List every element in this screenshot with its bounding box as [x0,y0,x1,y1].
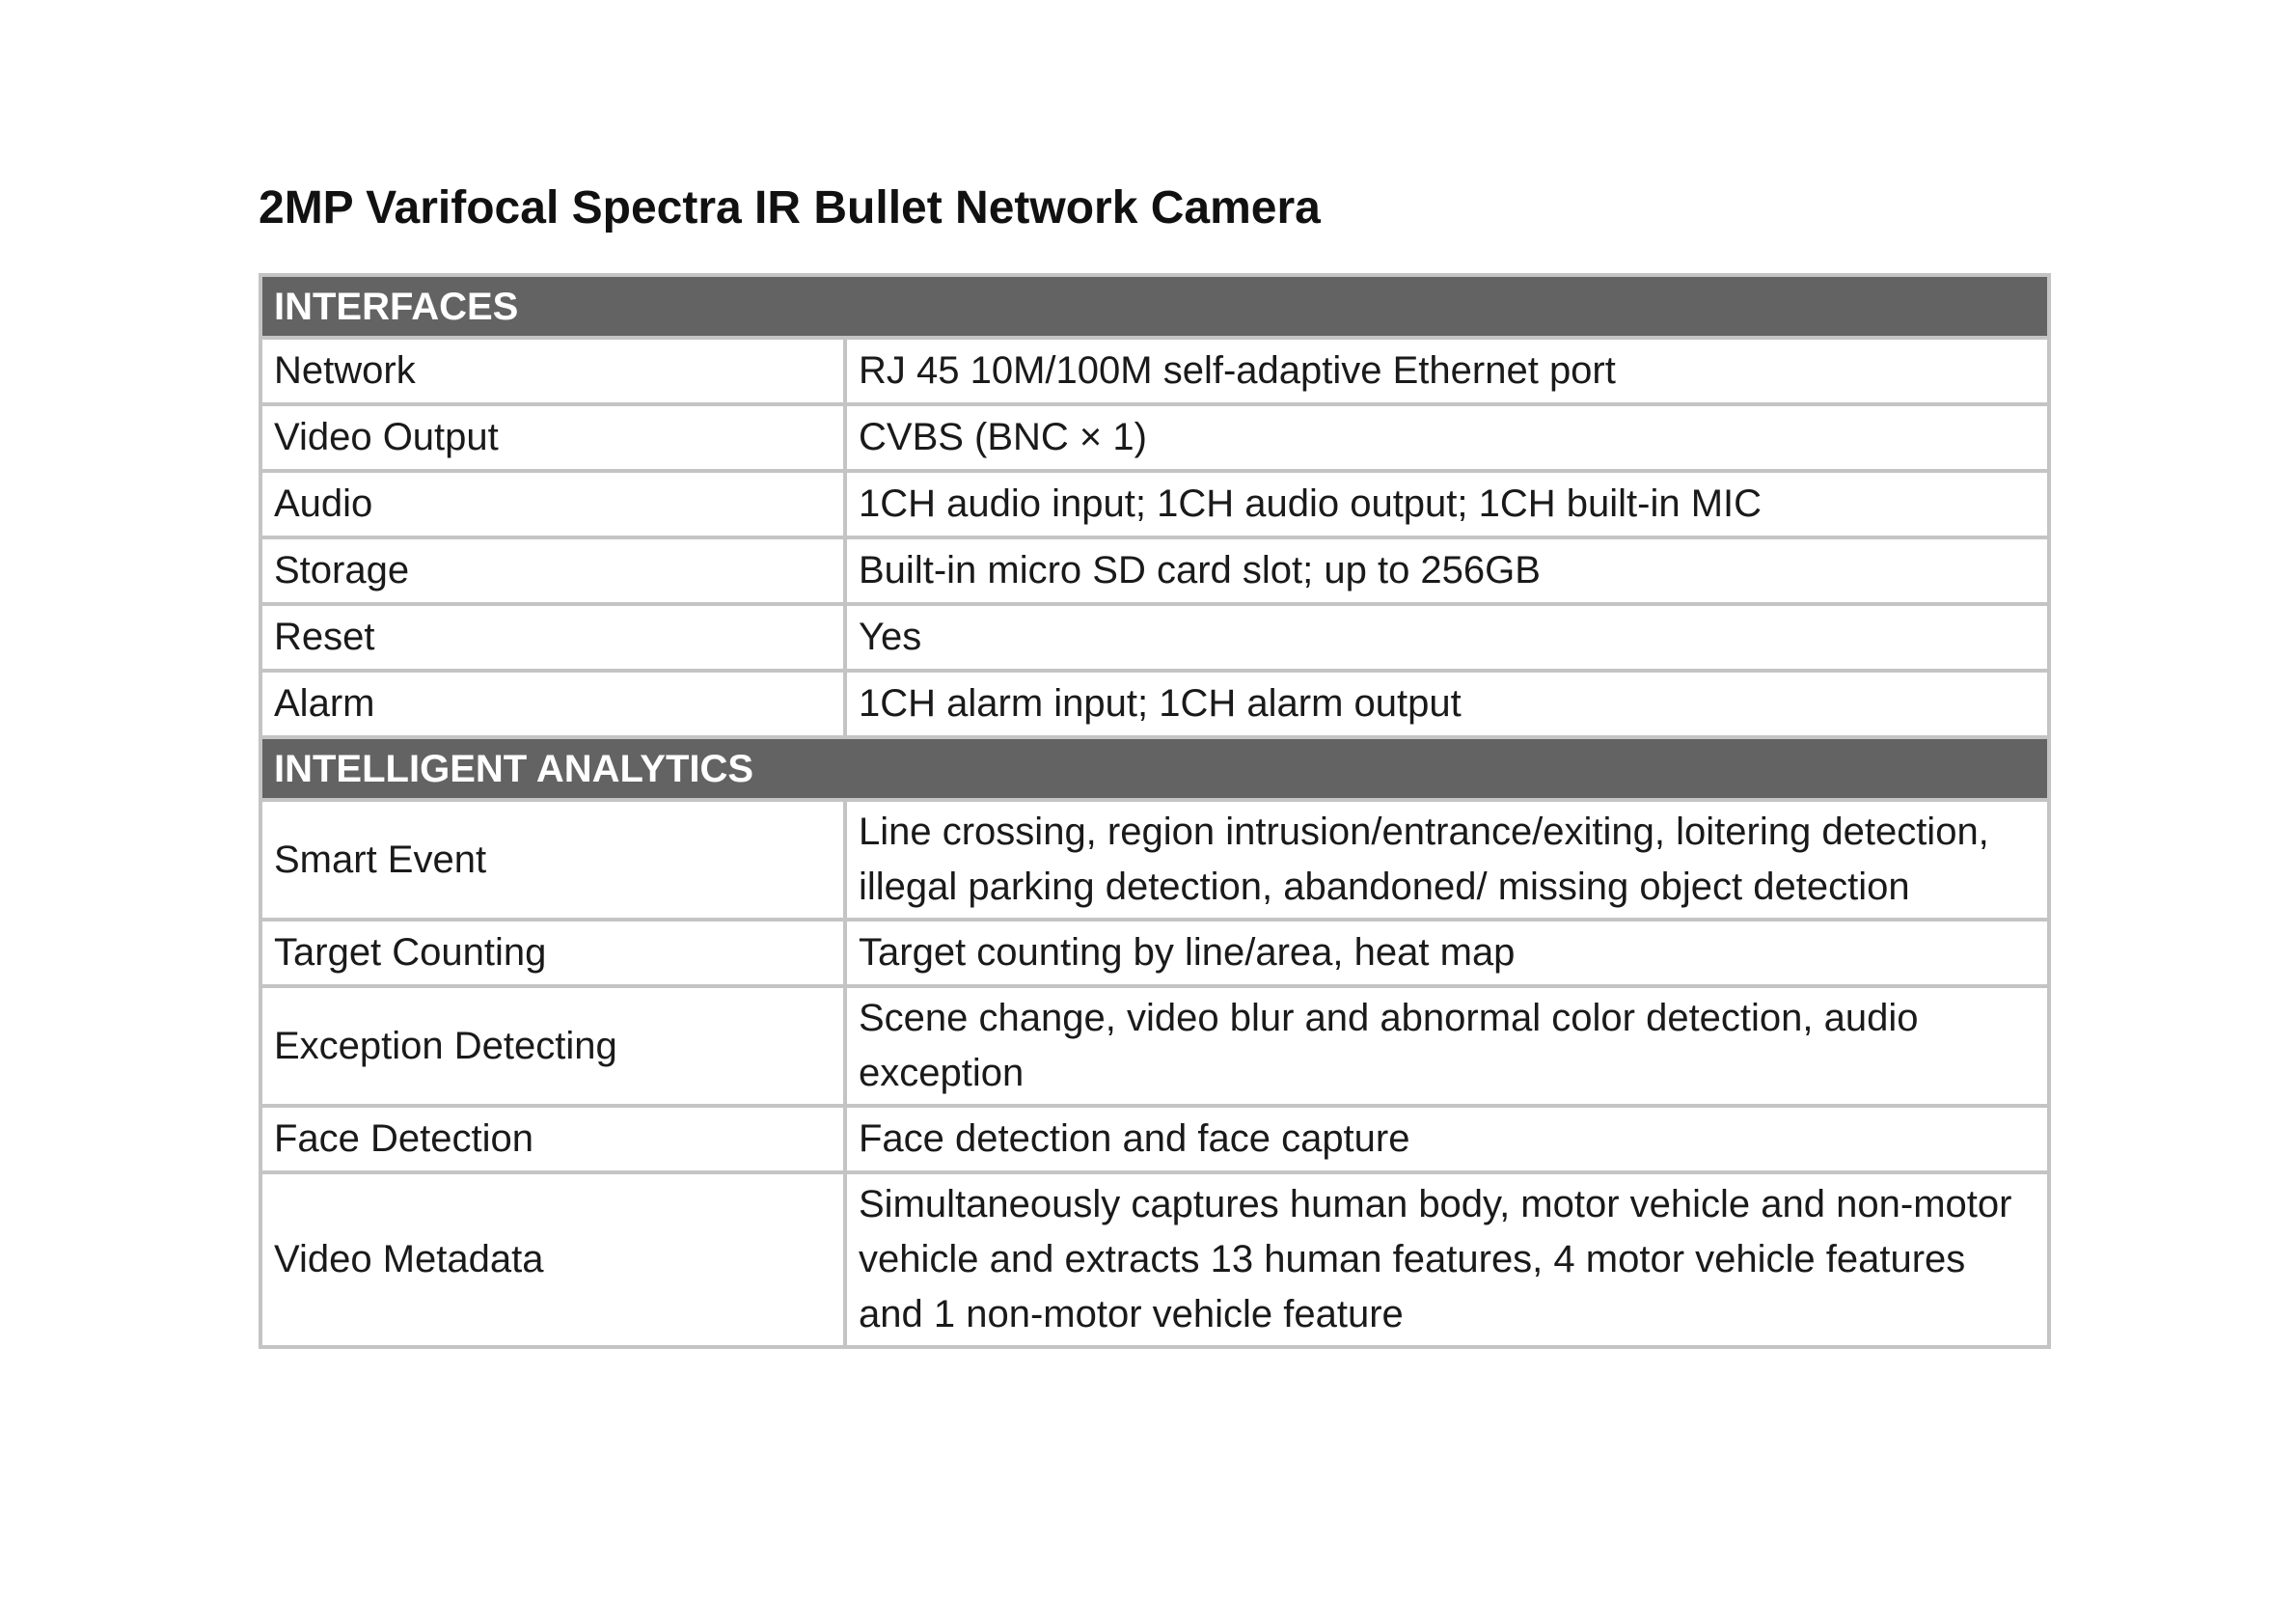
section-header-interfaces [260,275,2049,338]
spec-value: CVBS (BNC × 1) [845,404,2049,471]
spec-label: Video Metadata [260,1172,845,1347]
table-row [260,537,2049,604]
table-row [260,920,2049,986]
table-row [260,604,2049,671]
table-row [260,338,2049,404]
table-row [260,1106,2049,1172]
spec-label: Alarm [260,671,845,737]
spec-label: Video Output [260,404,845,471]
spec-value: Face detection and face capture [845,1106,2049,1172]
spec-label: Audio [260,471,845,537]
spec-value: 1CH alarm input; 1CH alarm output [845,671,2049,737]
spec-label: Network [260,338,845,404]
section-heading: INTELLIGENT ANALYTICS [260,737,2049,800]
spec-label: Target Counting [260,920,845,986]
table-row [260,986,2049,1106]
spec-value: Simultaneously captures human body, motor vehicle and non-motor vehicle and extracts 13 human features, 4 motor vehicle features and 1 non-motor vehicle feature [845,1172,2049,1347]
table-row [260,1172,2049,1347]
table-row [260,471,2049,537]
table-row [260,800,2049,920]
spec-value: Scene change, video blur and abnormal color detection, audio exception [845,986,2049,1106]
spec-value: Built-in micro SD card slot; up to 256GB [845,537,2049,604]
spec-label: Face Detection [260,1106,845,1172]
page-title: 2MP Varifocal Spectra IR Bullet Network Camera [259,182,1321,234]
spec-value: Yes [845,604,2049,671]
spec-value: 1CH audio input; 1CH audio output; 1CH built-in MIC [845,471,2049,537]
spec-table [259,273,2051,1349]
table-row [260,671,2049,737]
spec-label: Smart Event [260,800,845,920]
spec-value: Target counting by line/area, heat map [845,920,2049,986]
spec-label: Storage [260,537,845,604]
spec-label: Reset [260,604,845,671]
spec-value: RJ 45 10M/100M self-adaptive Ethernet port [845,338,2049,404]
section-header-intelligent-analytics [260,737,2049,800]
spec-label: Exception Detecting [260,986,845,1106]
section-heading: INTERFACES [260,275,2049,338]
table-row [260,404,2049,471]
spec-value: Line crossing, region intrusion/entrance/exiting, loitering detection, illegal parking detection, abandoned/ missing object detection [845,800,2049,920]
